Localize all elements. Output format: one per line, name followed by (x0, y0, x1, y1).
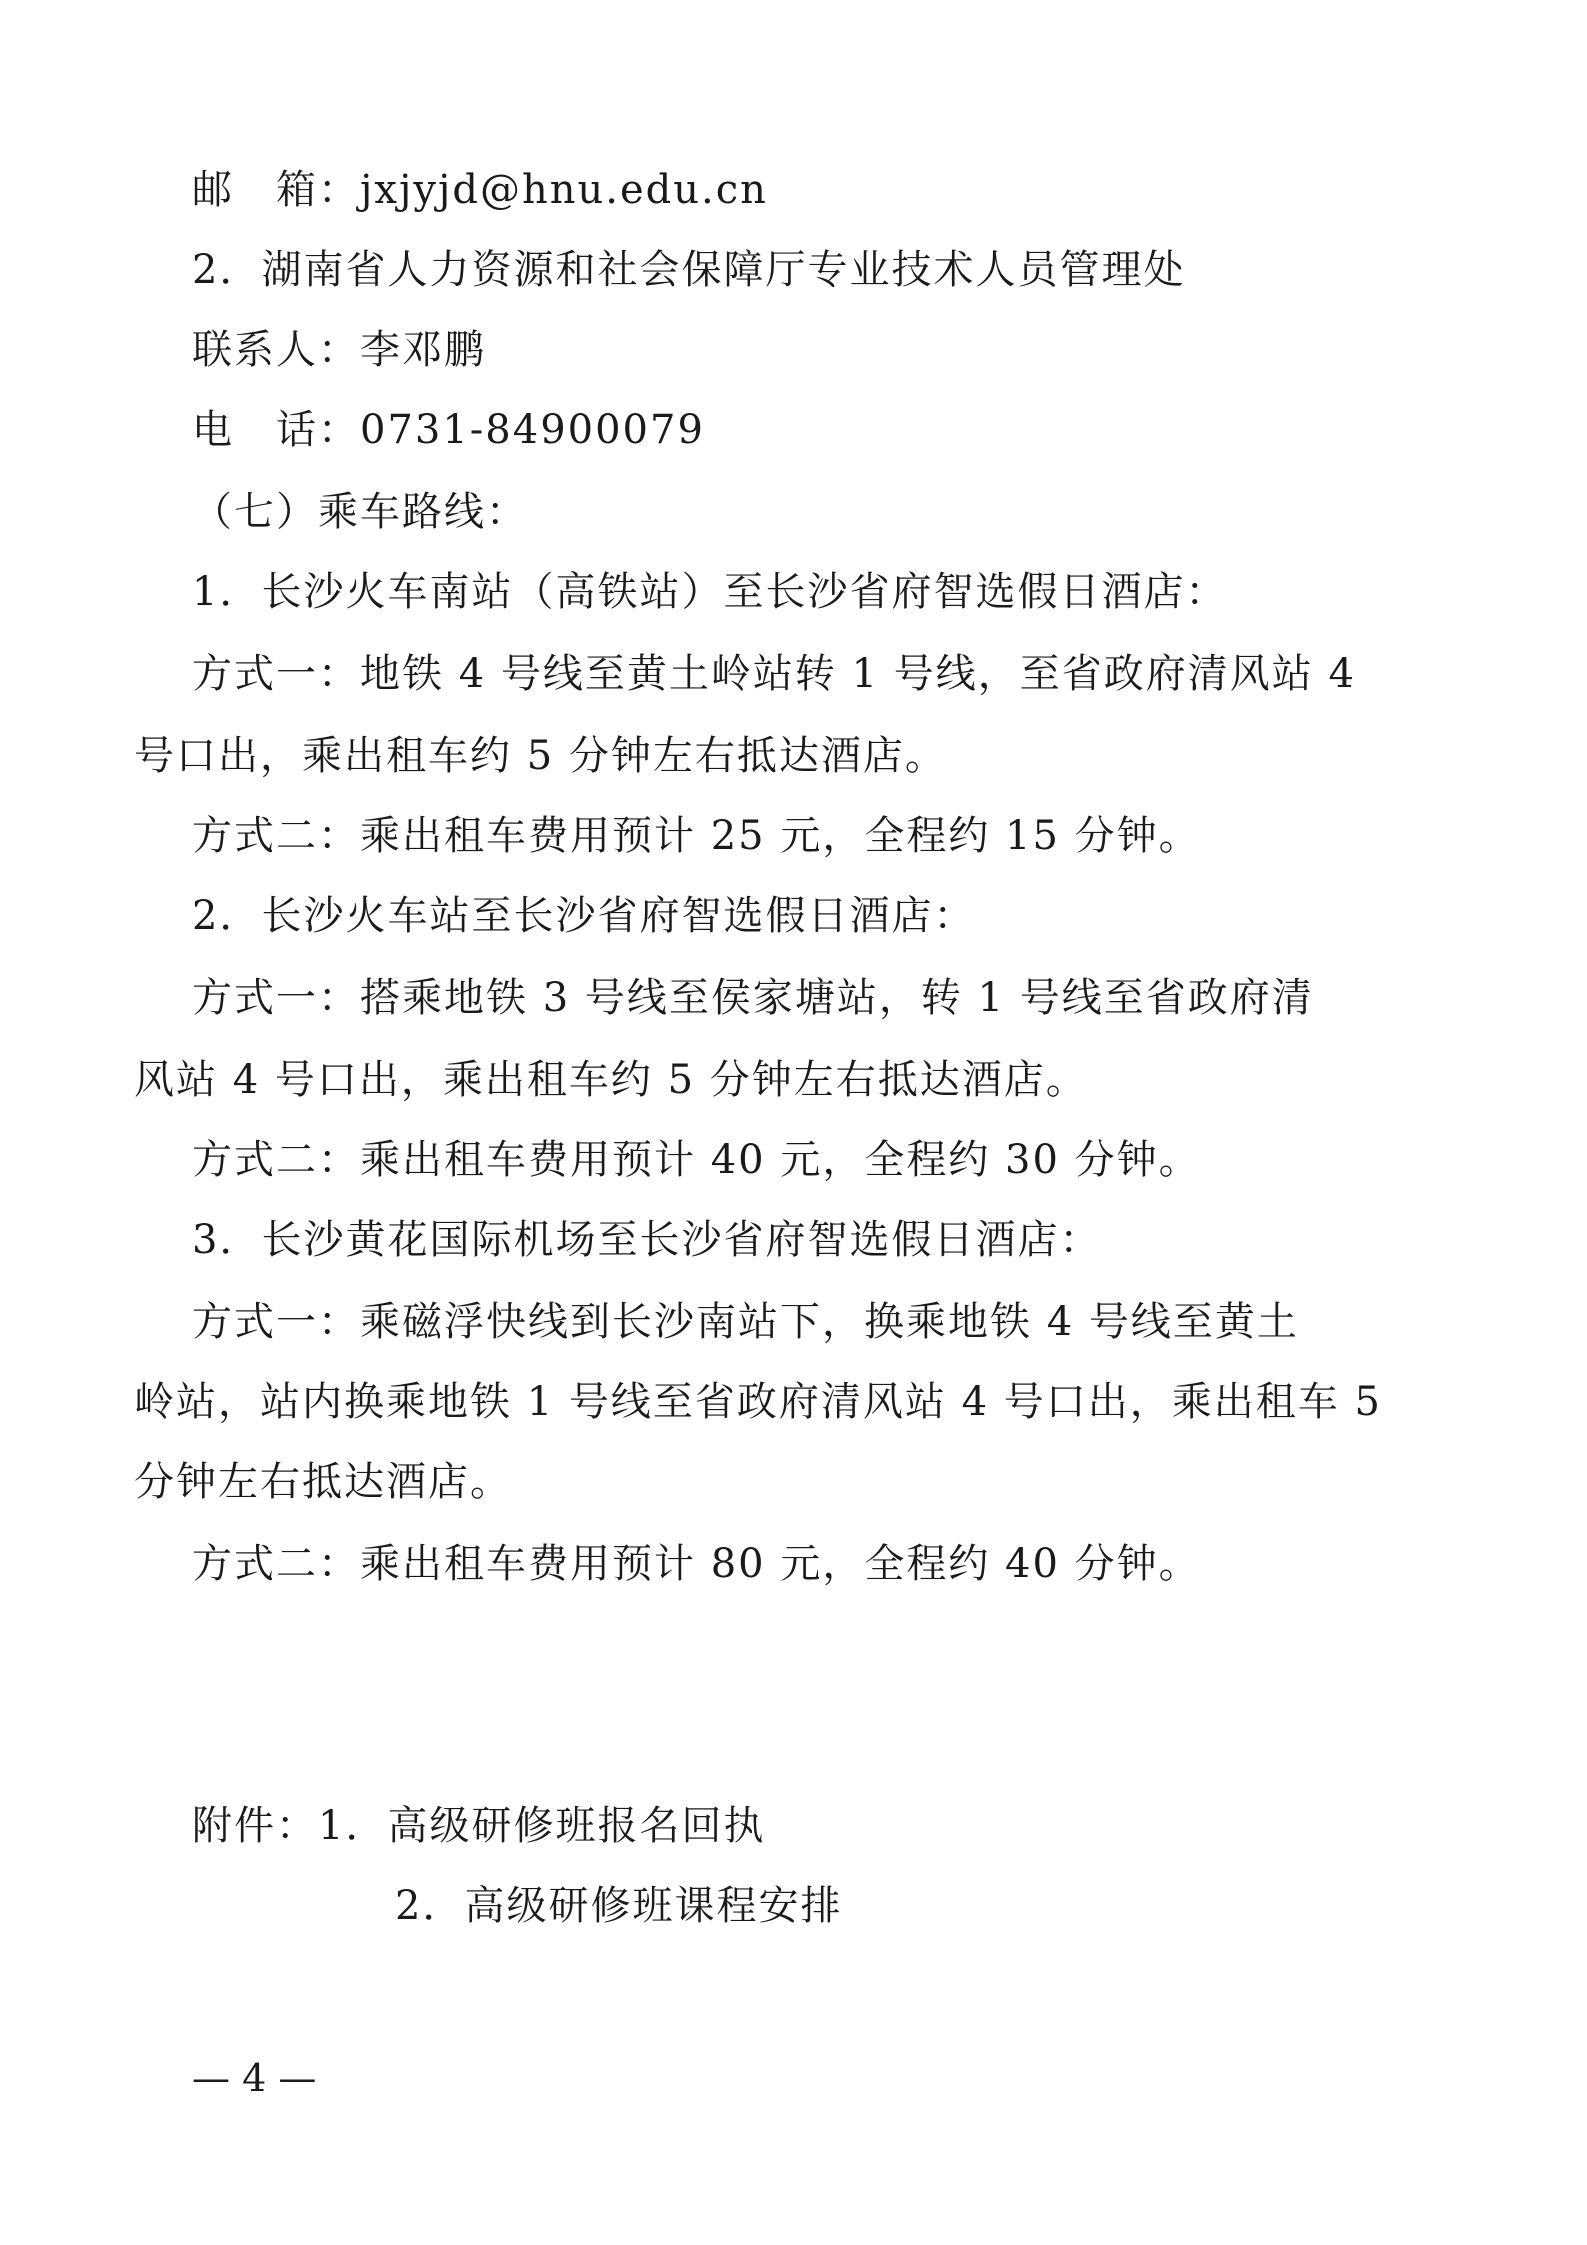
contact-person: 联系人：李邓鹏 (192, 327, 486, 373)
route1-method1-line1: 方式一：地铁 4 号线至黄土岭站转 1 号线，至省政府清风站 4 (192, 651, 1356, 697)
attachments-block (192, 1786, 765, 1866)
route1-method2: 方式二：乘出租车费用预计 25 元，全程约 15 分钟。 (192, 813, 1201, 859)
route3-method1-line2: 岭站，站内换乘地铁 1 号线至省政府清风站 4 号口出，乘出租车 5 (134, 1379, 1382, 1425)
route1-title: 1．长沙火车南站（高铁站）至长沙省府智选假日酒店： (192, 569, 1228, 615)
route2-method1-line2: 风站 4 号口出，乘出租车约 5 分钟左右抵达酒店。 (134, 1057, 1088, 1103)
route1-method1-line2: 号口出，乘出租车约 5 分钟左右抵达酒店。 (134, 733, 947, 779)
route2-method1-line1: 方式一：搭乘地铁 3 号线至侯家塘站，转 1 号线至省政府清 (192, 975, 1314, 1021)
route3-title: 3．长沙黄花国际机场至长沙省府智选假日酒店： (192, 1217, 1102, 1263)
route3-method2: 方式二：乘出租车费用预计 80 元，全程约 40 分钟。 (192, 1541, 1201, 1587)
attachment-item-2: 2．高级研修班课程安排 (395, 1883, 843, 1929)
route2-method2: 方式二：乘出租车费用预计 40 元，全程约 30 分钟。 (192, 1137, 1201, 1183)
routes-heading: （七）乘车路线： (192, 489, 528, 535)
page-number: — 4 — (192, 2056, 317, 2100)
route3-method1-line1: 方式一：乘磁浮快线到长沙南站下，换乘地铁 4 号线至黄土 (192, 1299, 1299, 1345)
attachment-item-1: 1．高级研修班报名回执 (318, 1803, 766, 1849)
contact-org: 2．湖南省人力资源和社会保障厅专业技术人员管理处 (192, 247, 1186, 293)
contact-phone: 电 话：0731-84900079 (192, 407, 705, 453)
route2-title: 2．长沙火车站至长沙省府智选假日酒店： (192, 893, 976, 939)
attachments-label: 附件： (192, 1803, 318, 1849)
email-line: 邮 箱：jxjyjd@hnu.edu.cn (192, 167, 768, 213)
route3-method1-line3: 分钟左右抵达酒店。 (134, 1459, 512, 1505)
